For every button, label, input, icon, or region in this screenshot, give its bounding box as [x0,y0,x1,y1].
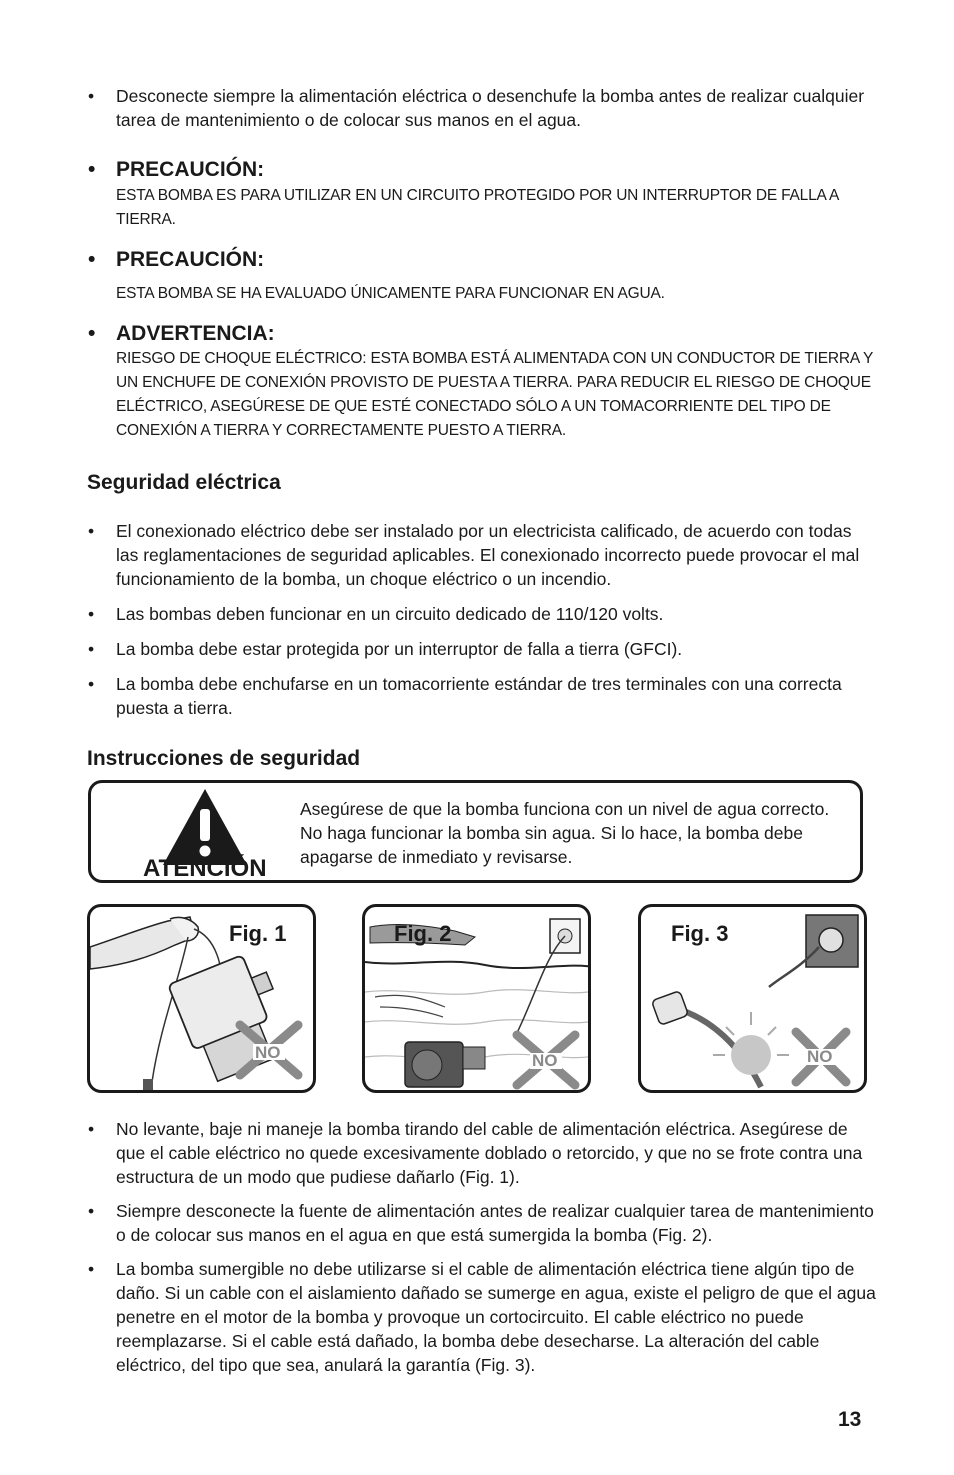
warning-label: ADVERTENCIA: [116,322,275,345]
page-number: 13 [838,1408,862,1431]
list-item: • Desconecte siempre la alimentación eléctrica o desenchufe la bomba antes de realizar cualquier tarea de mantenimiento o de colocar sus manos en el agua. [88,84,878,134]
figure-label: Fig. 3 [671,921,729,946]
caution-text: ESTA BOMBA ES PARA UTILIZAR EN UN CIRCUITO PROTEGIDO POR UN INTERRUPTOR DE FALLA A TIERRA. [116,187,839,228]
attention-text: Asegúrese de que la bomba funciona con un nivel de agua correcto. No haga funcionar la bomba sin agua. Si lo hace, la bomba debe apagarse de inmediato y revisarse. [300,799,830,867]
section-title-safety: Instrucciones de seguridad [87,747,361,770]
warning-text: RIESGO DE CHOQUE ELÉCTRICO: ESTA BOMBA ESTÁ ALIMENTADA CON UN CONDUCTOR DE TIERRA Y UN ENCHUFE DE CONEXIÓN PROVISTO DE PUESTA A TIERRA. PARA REDUCIR EL RIESGO DE CHOQUE ELÉCTRICO, ASEGÚRESE DE QUE ESTÉ CONECTADO SÓLO A UN TOMACORRIENTE DEL TIPO DE CONEXIÓN A TIERRA Y CORRECTAMENTE PUESTO A TIERRA. [116,350,873,439]
caution-label: PRECAUCIÓN: [116,158,265,181]
caution-label: PRECAUCIÓN: [116,248,265,271]
no-mark: NO [255,1043,281,1062]
figure-3 [638,904,867,1093]
bullet-text: Desconecte siempre la alimentación eléctrica o desenchufe la bomba antes de realizar cualquier tarea de mantenimiento o de colocar sus manos en el agua. [116,86,865,130]
manual-page: • Desconecte siempre la alimentación eléctrica o desenchufe la bomba antes de realizar cualquier tarea de mantenimiento o de colocar sus manos en el agua. • PRECAUCIÓN: ESTA BOMBA ES PARA UTILIZAR EN UN CIRCUITO PROTEGIDO POR UN INTERRUPTOR DE FALLA A TIERRA. • PRECAUCIÓN: ESTA BOMBA SE HA EVALUADO ÚNICAMENTE PARA FUNCIONAR EN AGUA. • ADVERTENCIA: RIESGO DE CHOQUE ELÉCTRICO: ESTA BOMBA ESTÁ ALIMENTADA CON UN CONDUCTOR DE TIERRA Y UN ENCHUFE DE CONEXIÓN PROVISTO DE PUESTA A TIERRA. PARA REDUCIR EL RIESGO DE CHOQUE ELÉCTRICO, ASEGÚRESE DE QUE ESTÉ CONECTADO SÓLO A UN TOMACORRIENTE DEL TIPO DE CONEXIÓN A TIERRA Y CORRECTAMENTE PUESTO A TIERRA. Seguridad eléctrica • El conexionado eléctrico debe ser instalado por un electricista calificado, de acuerdo con todas las reglamentaciones de seguridad aplicables. El conexionado incorrecto puede provocar el mal funcionamiento de la bomba, un choque eléctrico o un incendio. • Las bombas deben funcionar en un circuito dedicado de 110/120 volts. • La bomba debe estar protegida por un interruptor de falla a tierra (GFCI). • La bomba debe enchufarse en un tomacorriente estándar de tres terminales con una correcta puesta a tierra. Instrucciones de seguridad ATENCIÓN Asegúrese de que la bomba funciona con un nivel de agua correcto. No haga funcionar la bomba sin agua. Si lo hace, la bomba debe apagarse de inmediato y revisarse. Fig. 1 NO Fig. 2 NO Fig. 3 NO • No levante, baje ni maneje la bomba tirando del cable de alimentación eléctrica. Asegúrese de que el cable eléctrico no quede excesivamente doblado o retorcido, y que no se frote contra una estructura de un modo que pudiese dañarlo (Fig. 1). • Siempre desconecte la fuente de alimentación antes de realizar cualquier tarea de mantenimiento o de colocar sus manos en el agua en que está sumergida la bomba (Fig. 2). • La bomba sumergible no debe utilizarse si el cable de alimentación eléctrica tiene algún tipo de daño. Si un cable con el aislamiento dañado se sumerge en agua, existe el peligro de que el agua penetre en el motor de la bomba y provoque un cortocircuito. El cable eléctrico no puede reemplazarse. Si el cable está dañado, la bomba debe desecharse. La alteración del cable eléctrico, del tipo que sea, anulará la garantía (Fig. 3). 13 [0,0,954,1475]
attention-label: ATENCIÓN [143,855,267,882]
figure-label: Fig. 2 [394,921,452,946]
section-title-electrical: Seguridad eléctrica [87,471,281,494]
figure-2 [362,904,591,1093]
attention-box [88,780,863,883]
warning-triangle-icon [163,789,247,865]
figure-label: Fig. 1 [229,921,287,946]
figure-1 [87,904,316,1093]
no-mark: NO [532,1051,558,1070]
caution-text: ESTA BOMBA SE HA EVALUADO ÚNICAMENTE PARA FUNCIONAR EN AGUA. [116,285,665,302]
no-mark: NO [807,1047,833,1066]
